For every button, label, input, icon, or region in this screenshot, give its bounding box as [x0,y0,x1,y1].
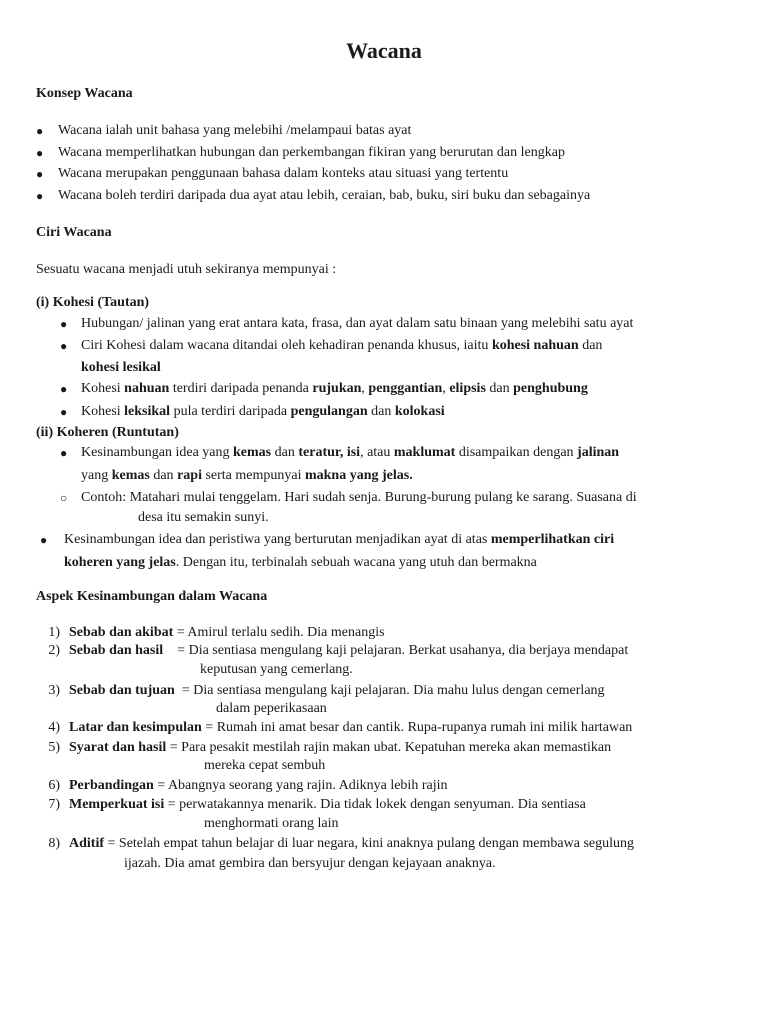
koheren-example: Contoh: Matahari mulai tenggelam. Hari sudah senja. Burung-burung pulang ke sarang. Suasana di [81,490,637,505]
page-title: Wacana [346,38,422,63]
aspek-item: Sebab dan akibat = Amirul terlalu sedih. Dia menangis [69,625,385,640]
aspek-item: Syarat dan hasil = Para pesakit mestilah rajin makan ubat. Kepatuhan mereka akan memastikan [69,740,612,755]
aspek-item-cont: menghormati orang lain [204,816,339,831]
list-number: 5) [48,740,60,755]
list-number: 3) [48,683,60,698]
section-heading-konsep: Konsep Wacana [36,86,133,101]
kohesi-bullet-1: Hubungan/ jalinan yang erat antara kata, frasa, dan ayat dalam satu binaan yang melebihi satu ayat [81,316,634,331]
list-number: 7) [48,797,60,812]
konsep-item: Wacana memperlihatkan hubungan dan perkembangan fikiran yang berurutan dan lengkap [58,145,565,160]
konsep-item: Wacana ialah unit bahasa yang melebihi /melampaui batas ayat [58,123,412,138]
koheren-example-cont: desa itu semakin sunyi. [138,510,269,525]
aspek-item: Perbandingan = Abangnya seorang yang rajin. Adiknya lebih rajin [69,778,448,793]
kohesi-label: (i) Kohesi (Tautan) [36,295,150,310]
kohesi-bullet-4: Kohesi leksikal pula terdiri daripada pengulangan dan kolokasi [81,404,445,419]
list-number: 6) [48,778,60,793]
list-number: 4) [48,720,60,735]
bullet-icon: ● [60,405,68,419]
aspek-item: Latar dan kesimpulan = Rumah ini amat besar dan cantik. Rupa-rupanya rumah ini milik hartawan [69,720,633,735]
koheren-summary: Kesinambungan idea dan peristiwa yang berturutan menjadikan ayat di atas memperlihatkan ciri [64,532,615,547]
bullet-icon: ● [36,146,44,160]
bullet-icon: ● [60,382,68,396]
bullet-icon: ● [36,189,44,203]
aspek-item-cont: dalam peperikasaan [216,701,327,716]
koheren-summary-cont: koheren yang jelas. Dengan itu, terbinalah sebuah wacana yang utuh dan bermakna [64,555,537,570]
koheren-bullet-1-cont: yang kemas dan rapi serta mempunyai makna yang jelas. [81,468,413,483]
aspek-item: Sebab dan tujuan = Dia sentiasa mengulang kaji pelajaran. Dia mahu lulus dengan cemerlang [69,683,605,698]
bullet-icon: ● [40,533,48,547]
list-number: 8) [48,836,60,851]
bullet-icon: ● [60,339,68,353]
bullet-icon: ● [60,446,68,460]
aspek-item-cont: mereka cepat sembuh [204,758,326,773]
bullet-icon: ● [36,124,44,138]
koheren-label: (ii) Koheren (Runtutan) [36,425,179,440]
aspek-item: Memperkuat isi = perwatakannya menarik. Dia tidak lokek dengan senyuman. Dia sentiasa [69,797,586,812]
kohesi-bullet-2: Ciri Kohesi dalam wacana ditandai oleh kehadiran penanda khusus, iaitu kohesi nahuan dan [81,338,603,353]
koheren-bullet-1: Kesinambungan idea yang kemas dan teratur, isi, atau maklumat disampaikan dengan jalinan [81,445,620,460]
list-number: 2) [48,643,60,658]
ciri-intro: Sesuatu wacana menjadi utuh sekiranya mempunyai : [36,262,337,277]
kohesi-bullet-3: Kohesi nahuan terdiri daripada penanda rujukan, penggantian, elipsis dan penghubung [81,381,588,396]
aspek-item: Sebab dan hasil = Dia sentiasa mengulang kaji pelajaran. Berkat usahanya, dia berjaya mendapat [69,643,629,658]
section-heading-aspek: Aspek Kesinambungan dalam Wacana [36,589,268,604]
aspek-item-cont: keputusan yang cemerlang. [200,662,353,677]
open-bullet-icon: ○ [60,491,68,505]
aspek-item: Aditif = Setelah empat tahun belajar di luar negara, kini anaknya pulang dengan membawa segulung [69,836,635,851]
section-heading-ciri: Ciri Wacana [36,225,112,240]
konsep-item: Wacana boleh terdiri daripada dua ayat atau lebih, ceraian, bab, buku, siri buku dan sebagainya [58,188,591,203]
kohesi-bullet-2-cont: kohesi lesikal [81,360,161,375]
bullet-icon: ● [36,167,44,181]
aspek-item-cont: ijazah. Dia amat gembira dan bersyujur dengan kejayaan anaknya. [124,856,496,871]
konsep-item: Wacana merupakan penggunaan bahasa dalam konteks atau situasi yang tertentu [58,166,509,181]
list-number: 1) [48,625,60,640]
bullet-icon: ● [60,317,68,331]
